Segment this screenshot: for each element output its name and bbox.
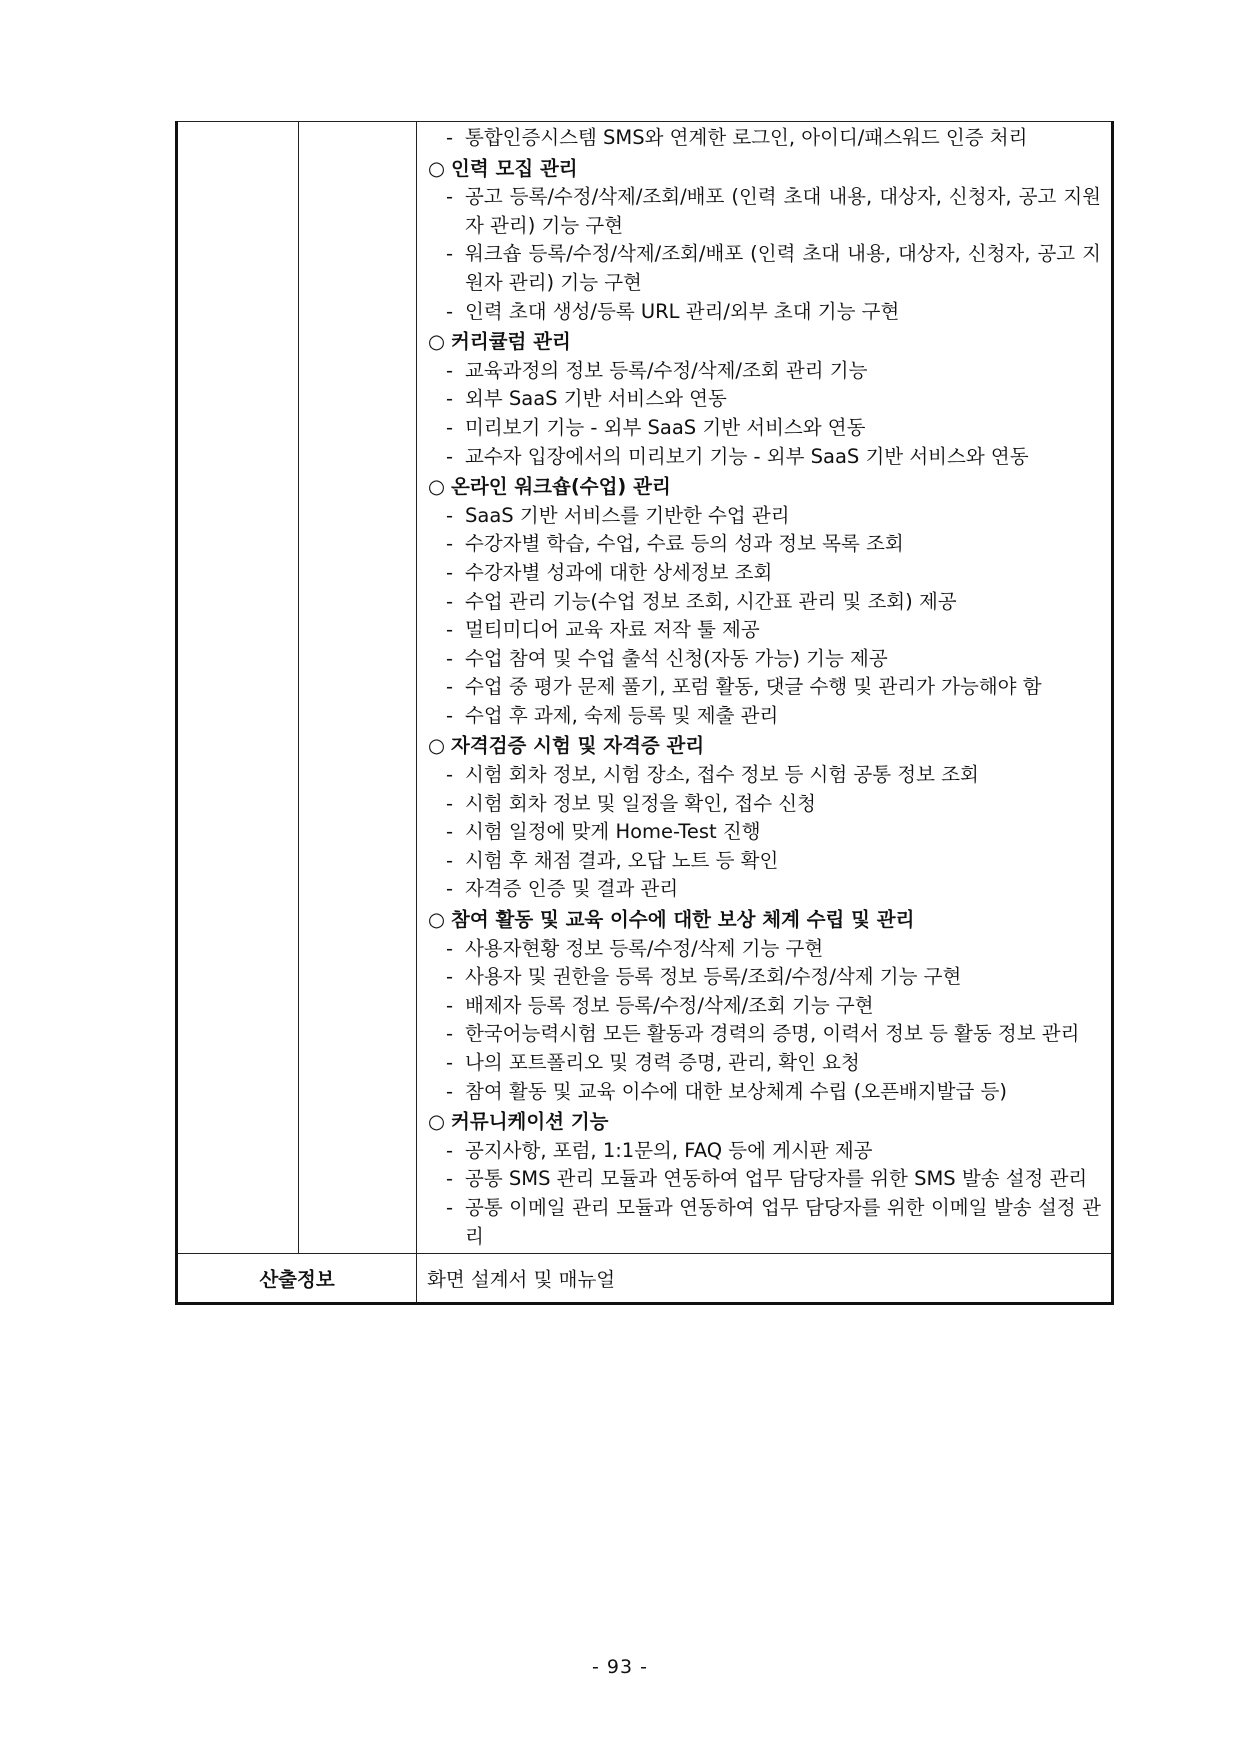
list-item: - 멀티미디어 교육 자료 저작 툴 제공	[446, 618, 760, 642]
bullet-text: 워크숍 등록/수정/삭제/조회/배포 (인력 초대 내용, 대상자, 신청자, 공고 지원자 관리) 기능 구현	[465, 242, 1101, 294]
bullet-text: 한국어능력시험 모든 활동과 경력의 증명, 이력서 정보 등 활동 정보 관리	[465, 1022, 1080, 1046]
bullet-text: 사용자 및 권한을 등록 정보 등록/조회/수정/삭제 기능 구현	[465, 965, 962, 989]
list-item: - 수강자별 학습, 수업, 수료 등의 성과 정보 목록 조회	[446, 532, 904, 556]
section-heading	[427, 1108, 1101, 1137]
bullet-text: 수업 후 과제, 숙제 등록 및 제출 관리	[465, 703, 779, 727]
category-cell	[177, 122, 299, 1254]
list-item: - 배제자 등록 정보 등록/수정/삭제/조회 기능 구현	[446, 993, 874, 1017]
content-cell	[417, 122, 1113, 1254]
bullet-text: 외부 SaaS 기반 서비스와 연동	[465, 387, 727, 411]
list-item: - 공통 이메일 관리 모듈과 연동하여 업무 담당자를 위한 이메일 발송 설정 관리	[446, 1195, 1101, 1248]
list-item: - 공고 등록/수정/삭제/조회/배포 (인력 초대 내용, 대상자, 신청자, 공고 지원자 관리) 기능 구현	[446, 185, 1101, 237]
subcategory-cell	[299, 122, 417, 1254]
section-heading-text: 자격검증 시험 및 자격증 관리	[451, 734, 705, 758]
list-item: - 시험 후 채점 결과, 오답 노트 등 확인	[446, 848, 779, 872]
section-heading-text: 참여 활동 및 교육 이수에 대한 보상 체계 수립 및 관리	[451, 908, 915, 932]
bullet-text: 교수자 입장에서의 미리보기 기능 - 외부 SaaS 기반 서비스와 연동	[465, 444, 1029, 468]
list-item: - 워크숍 등록/수정/삭제/조회/배포 (인력 초대 내용, 대상자, 신청자, 공고 지원자 관리) 기능 구현	[446, 242, 1101, 294]
list-item: - 통합인증시스템 SMS와 연계한 로그인, 아이디/패스워드 인증 처리	[446, 126, 1028, 149]
bullet-text: 교육과정의 정보 등록/수정/삭제/조회 관리 기능	[465, 358, 868, 382]
section-heading-text: 온라인 워크숍(수업) 관리	[451, 475, 671, 499]
bullet-text: 사용자현황 정보 등록/수정/삭제 기능 구현	[465, 936, 824, 960]
bullet-text: 공지사항, 포럼, 1:1문의, FAQ 등에 게시판 제공	[465, 1138, 873, 1162]
list-item: - SaaS 기반 서비스를 기반한 수업 관리	[446, 503, 790, 527]
list-item: - 인력 초대 생성/등록 URL 관리/외부 초대 기능 구현	[446, 299, 900, 323]
bullet-text: 배제자 등록 정보 등록/수정/삭제/조회 기능 구현	[465, 993, 874, 1017]
circle-bullet-icon: ○	[428, 330, 446, 354]
bullet-text: 공통 SMS 관리 모듈과 연동하여 업무 담당자를 위한 SMS 발송 설정 관리	[465, 1167, 1088, 1191]
list-item: - 수강자별 성과에 대한 상세정보 조회	[446, 560, 773, 584]
footer-row	[177, 1254, 1113, 1304]
list-item: - 사용자 및 권한을 등록 정보 등록/조회/수정/삭제 기능 구현	[446, 965, 962, 989]
output-label: 산출정보	[177, 1254, 417, 1304]
list-item: - 나의 포트폴리오 및 경력 증명, 관리, 확인 요청	[446, 1051, 860, 1074]
bullet-text: 수업 중 평가 문제 풀기, 포럼 활동, 댓글 수행 및 관리가 가능해야 함	[465, 675, 1042, 699]
section-heading	[427, 328, 1101, 357]
bullet-text: 시험 회차 정보 및 일정을 확인, 접수 신청	[465, 791, 816, 815]
list-item: - 수업 참여 및 수업 출석 신청(자동 가능) 기능 제공	[446, 646, 888, 670]
list-item: - 공지사항, 포럼, 1:1문의, FAQ 등에 게시판 제공	[446, 1138, 873, 1162]
list-item: - 시험 일정에 맞게 Home-Test 진행	[446, 820, 761, 844]
list-item: - 교육과정의 정보 등록/수정/삭제/조회 관리 기능	[446, 358, 868, 382]
requirements-table	[175, 121, 1114, 1305]
bullet-text: 수강자별 성과에 대한 상세정보 조회	[465, 560, 773, 584]
list-item: - 시험 회차 정보 및 일정을 확인, 접수 신청	[446, 791, 816, 815]
circle-bullet-icon: ○	[428, 908, 446, 932]
section-heading	[427, 155, 1101, 184]
list-item: - 한국어능력시험 모든 활동과 경력의 증명, 이력서 정보 등 활동 정보 관리	[446, 1022, 1080, 1046]
section-heading-text: 인력 모집 관리	[451, 156, 578, 180]
circle-bullet-icon: ○	[428, 734, 446, 758]
page-number: - 93 -	[592, 1656, 648, 1678]
list-item: - 자격증 인증 및 결과 관리	[446, 877, 679, 901]
bullet-text: 수업 참여 및 수업 출석 신청(자동 가능) 기능 제공	[465, 646, 888, 670]
list-item: - 사용자현황 정보 등록/수정/삭제 기능 구현	[446, 936, 824, 960]
bullet-text: 시험 일정에 맞게 Home-Test 진행	[465, 820, 761, 844]
list-item: - 교수자 입장에서의 미리보기 기능 - 외부 SaaS 기반 서비스와 연동	[446, 444, 1029, 468]
bullet-text: 공통 이메일 관리 모듈과 연동하여 업무 담당자를 위한 이메일 발송 설정 관리	[465, 1195, 1101, 1248]
bullet-text: 수강자별 학습, 수업, 수료 등의 성과 정보 목록 조회	[465, 532, 904, 556]
section-heading	[427, 732, 1101, 761]
section-heading-text: 커뮤니케이션 기능	[451, 1110, 609, 1134]
list-item: - 수업 관리 기능(수업 정보 조회, 시간표 관리 및 조회) 제공	[446, 589, 957, 613]
section-heading-text: 커리큘럼 관리	[451, 330, 571, 354]
list-item: - 수업 중 평가 문제 풀기, 포럼 활동, 댓글 수행 및 관리가 가능해야 함	[446, 675, 1042, 699]
section-heading	[427, 906, 1101, 935]
section-heading	[427, 473, 1101, 502]
circle-bullet-icon: ○	[428, 475, 446, 499]
bullet-text: 공고 등록/수정/삭제/조회/배포 (인력 초대 내용, 대상자, 신청자, 공고 지원자 관리) 기능 구현	[465, 185, 1101, 237]
list-item: - 외부 SaaS 기반 서비스와 연동	[446, 387, 727, 411]
circle-bullet-icon: ○	[428, 156, 446, 180]
list-item: - 시험 회차 정보, 시험 장소, 접수 정보 등 시험 공통 정보 조회	[446, 763, 979, 787]
content-row	[177, 122, 1113, 1254]
bullet-text: SaaS 기반 서비스를 기반한 수업 관리	[465, 503, 790, 527]
bullet-text: 참여 활동 및 교육 이수에 대한 보상체계 수립 (오픈배지발급 등)	[465, 1079, 1007, 1103]
bullet-text: 시험 후 채점 결과, 오답 노트 등 확인	[465, 848, 779, 872]
list-item: - 수업 후 과제, 숙제 등록 및 제출 관리	[446, 703, 779, 727]
list-item: - 미리보기 기능 - 외부 SaaS 기반 서비스와 연동	[446, 415, 866, 439]
circle-bullet-icon: ○	[428, 1110, 446, 1134]
sections-container	[427, 155, 1101, 1252]
bullet-text: 통합인증시스템 SMS와 연계한 로그인, 아이디/패스워드 인증 처리	[465, 126, 1028, 149]
bullet-text: 자격증 인증 및 결과 관리	[465, 877, 679, 901]
output-value: 화면 설계서 및 매뉴얼	[417, 1254, 1113, 1304]
bullet-text: 시험 회차 정보, 시험 장소, 접수 정보 등 시험 공통 정보 조회	[465, 763, 979, 787]
bullet-text: 나의 포트폴리오 및 경력 증명, 관리, 확인 요청	[465, 1051, 860, 1074]
bullet-text: 미리보기 기능 - 외부 SaaS 기반 서비스와 연동	[465, 415, 866, 439]
list-item: - 참여 활동 및 교육 이수에 대한 보상체계 수립 (오픈배지발급 등)	[446, 1079, 1007, 1103]
list-item: - 공통 SMS 관리 모듈과 연동하여 업무 담당자를 위한 SMS 발송 설정 관리	[446, 1167, 1088, 1191]
bullet-text: 멀티미디어 교육 자료 저작 툴 제공	[465, 618, 760, 642]
bullet-text: 수업 관리 기능(수업 정보 조회, 시간표 관리 및 조회) 제공	[465, 589, 957, 613]
bullet-text: 인력 초대 생성/등록 URL 관리/외부 초대 기능 구현	[465, 299, 900, 323]
